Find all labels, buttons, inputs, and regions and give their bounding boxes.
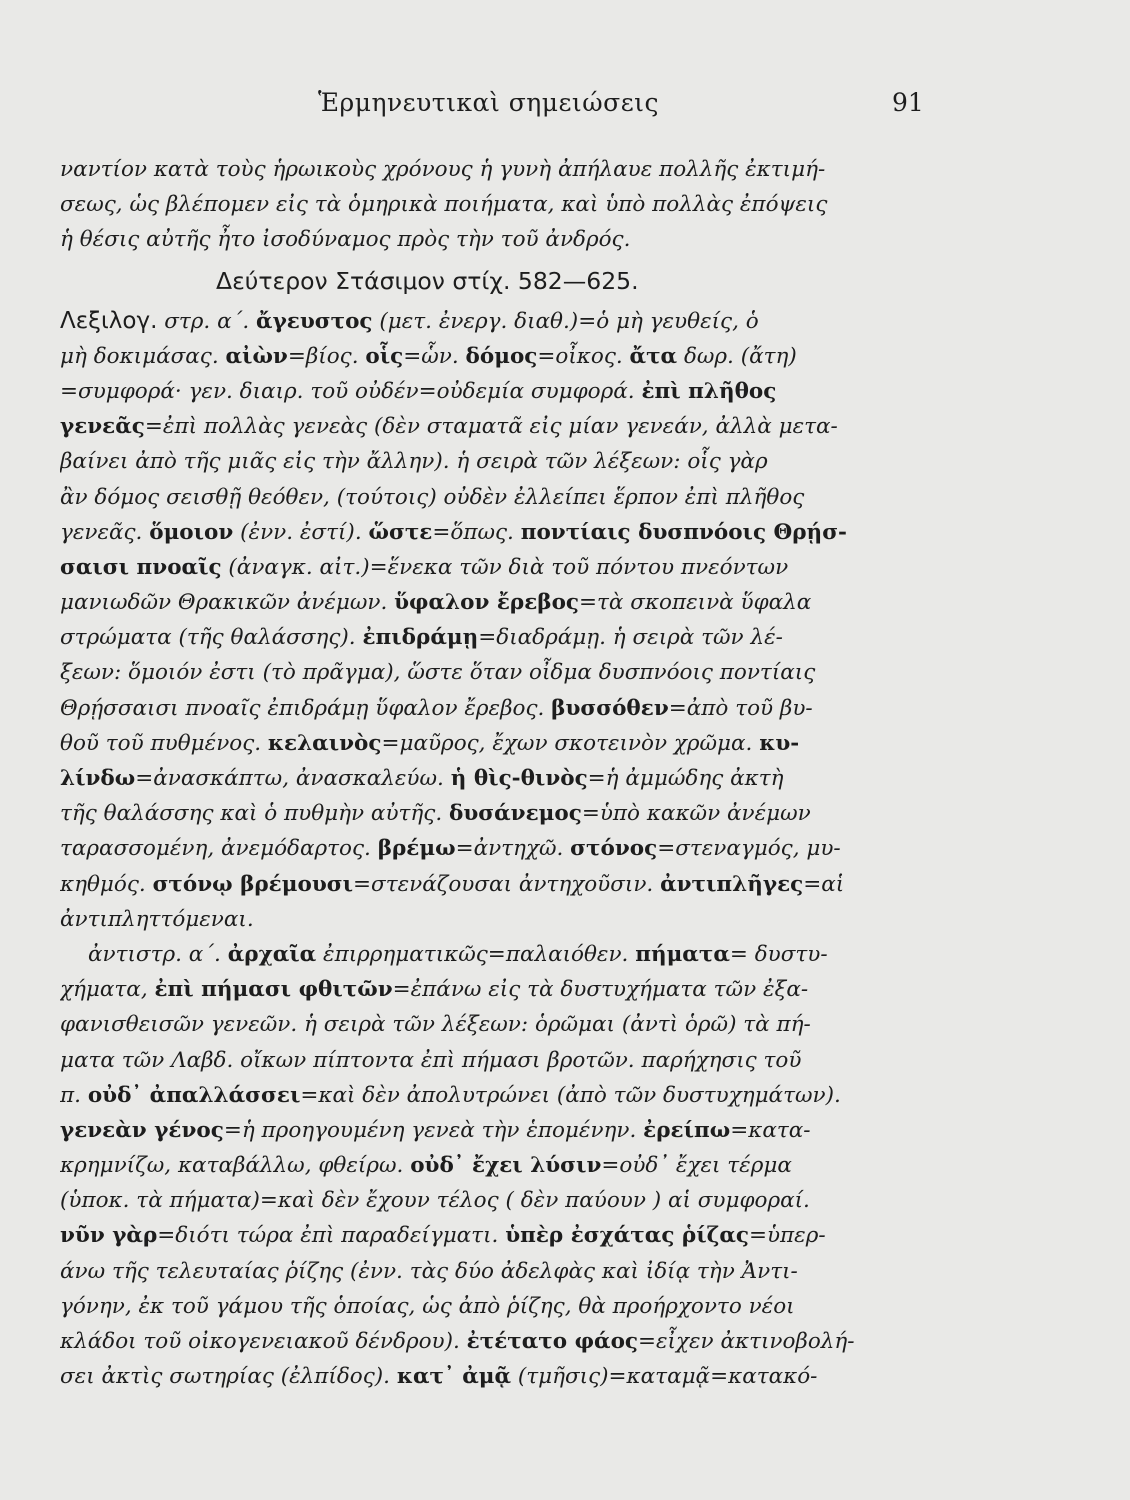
glossary-text-run: (ἀναγκ. αἰτ.)=ἕνεκα τῶν διὰ τοῦ πόντου πνεόντων [221,554,789,580]
glossary-line [60,1078,968,1113]
glossary-text-run: =τὰ σκοπεινὰ ὕφαλα [579,590,812,616]
glossary-text-run: π. [60,1082,88,1108]
glossary-text-run: ξεων: ὅμοιόν ἐστι (τὸ πρᾶγμα), ὥστε ὅταν οἶδμα δυσπνόοις ποντίαις [60,660,816,686]
glossary-line [60,480,968,515]
glossary-term: βυσσόθεν [551,695,669,721]
glossary-text-run: =αἱ [803,871,845,897]
glossary-line [60,1254,968,1289]
glossary-term: δόμος [465,343,538,369]
glossary-term: ἀρχαῖα [227,941,317,967]
glossary-text-run: βαίνει ἀπὸ τῆς μιᾶς εἰς τὴν ἄλλην). ἡ σειρὰ τῶν λέξεων: οἷς γὰρ [60,449,768,475]
glossary-line [60,691,968,726]
glossary-term: κυ- [759,730,800,756]
glossary-text-run: =συμφορά· γεν. διαιρ. τοῦ οὐδέν=οὐδεμία συμφορά. [60,378,642,404]
glossary-text-run: μὴ δοκιμάσας. [60,343,226,369]
glossary-text-run: θοῦ τοῦ πυθμένος. [60,730,268,756]
glossary-line [60,620,968,655]
glossary-term: βρέμω [377,836,456,862]
glossary-text-run: = δυστυ- [729,941,828,967]
glossary-line [60,1183,968,1218]
glossary-line [60,1043,968,1078]
glossary-term: ἐπὶ πήμασι φθιτῶν [154,977,393,1003]
glossary-text-run: γενεᾶς. [60,519,150,545]
glossary-text-run: =κατα- [730,1117,811,1143]
glossary-text-run: τῆς θαλάσσης καὶ ὁ πυθμὴν αὐτῆς. [60,801,450,827]
glossary-term: ἄτα [629,343,678,369]
page-body [60,152,968,1394]
intro-line: ἡ θέσις αὐτῆς ἦτο ἰσοδύναμος πρὸς τὴν τοῦ ἀνδρός. [60,227,631,253]
glossary-term: οὐδ᾽ ἀπαλλάσσει [87,1082,301,1108]
glossary-text-run: ματα τῶν Λαβδ. οἴκων πίπτοντα ἐπὶ πήμασι βροτῶν. παρήχησις τοῦ [60,1047,802,1073]
glossary-line [60,1218,968,1253]
glossary-term: αἰὼν [225,343,288,369]
glossary-text-run: ταρασσομένη, ἀνεμόδαρτος. [60,836,378,862]
glossary-line [60,550,968,585]
glossary-term: ἀντιπλῆγες [660,871,804,897]
glossary-text-run: =ἀνασκάπτω, ἀνασκαλεύω. [135,766,451,791]
glossary-line [60,972,968,1007]
section-heading: Δεύτερον Στάσιμον στίχ. 582—625. [216,266,639,295]
glossary-term: στόνος [570,836,658,862]
glossary-text-run: =οὐδ᾽ ἔχει τέρμα [601,1153,792,1179]
glossary-term: κελαινὸς [267,730,382,756]
glossary-text-run: =ἀπὸ τοῦ βυ- [668,695,813,721]
glossary-text-run: ἀντιπληττόμεναι. [60,906,254,932]
glossary-term: ἄγευστος [256,308,373,334]
glossary-text-run: φανισθεισῶν γενεῶν. ἡ σειρὰ τῶν λέξεων: ὁρῶμαι (ἀντὶ ὁρῶ) τὰ πή- [60,1012,811,1038]
glossary-line [60,1113,968,1148]
glossary-line [60,409,968,444]
glossary-line [60,1359,968,1394]
glossary-line [60,761,968,796]
glossary-text-run: γόνην, ἐκ τοῦ γάμου τῆς ὁποίας, ὡς ἀπὸ ῥίζης, θὰ προήρχοντο νέοι [60,1293,795,1319]
glossary-text-run: σει ἀκτὶς σωτηρίας (ἐλπίδος). [60,1364,397,1390]
glossary-line [60,444,968,479]
glossary-text-run: (ἐνν. ἐστί). [233,519,369,545]
glossary-text-run: =καὶ δὲν ἀπολυτρώνει (ἀπὸ τῶν δυστυχημάτων). [300,1082,841,1108]
glossary-line [60,515,968,550]
glossary-term: ὅμοιον [149,519,234,545]
glossary-term: οὐδ᾽ ἔχει λύσιν [410,1153,602,1179]
glossary-line [60,1289,968,1324]
glossary-text-run: ἂν δόμος σεισθῇ θεόθεν, (τούτοις) οὐδὲν ἐλλείπει ἕρπον ἐπὶ πλῆθος [60,484,805,510]
glossary-text-run: =στενάζουσαι ἀντηχοῦσιν. [353,871,661,897]
glossary-text-run: =ἐπάνω εἰς τὰ δυστυχήματα τῶν ἐξα- [392,977,809,1003]
glossary-line [60,796,968,831]
glossary-text-run: χήματα, [60,977,155,1003]
glossary-term: ἐπὶ πλῆθος [641,378,777,404]
glossary-text-run: =εἶχεν ἀκτινοβολή- [638,1329,855,1354]
glossary-term: στόνῳ βρέμουσι [152,871,353,897]
glossary-text-run: =ἡ προηγουμένη γενεὰ τὴν ἑπομένην. [223,1117,644,1143]
glossary-term: ἐπιδράμῃ [362,625,479,651]
glossary-text-run: =ὧν. [403,343,466,369]
glossary-text-run: =ἀντηχῶ. [455,836,571,862]
glossary-line [60,937,968,972]
glossary-text-run: μανιωδῶν Θρακικῶν ἀνέμων. [60,590,395,616]
running-title: Ἑρμηνευτικαὶ σημειώσεις [318,88,659,117]
glossary-term: οἷς [365,343,404,369]
glossary-text-run: (ὑποκ. τὰ πήματα)=καὶ δὲν ἔχουν τέλος ( δὲν παύουν ) αἱ συμφοραί. [60,1188,810,1214]
glossary-term: γενεᾶς [60,414,145,440]
glossary-line [60,831,968,866]
page-header [0,88,1130,128]
glossary-text-run: =μαῦρος, ἔχων σκοτεινὸν χρῶμα. [381,730,760,756]
glossary-line [60,304,968,339]
glossary-term: πήματα [635,941,730,967]
glossary-line [60,374,968,409]
glossary-term: λίνδω [60,766,136,791]
glossary-text-run: στρ. α΄. [157,308,257,334]
glossary-text-run: =ὑπὸ κακῶν ἀνέμων [581,801,811,827]
glossary-text-run: =ἐπὶ πολλὰς γενεὰς (δὲν σταματᾶ εἰς μίαν γενεάν, ἀλλὰ μετα- [144,414,838,440]
glossary-line [60,726,968,761]
glossary-term: γενεὰν γένος [60,1117,224,1143]
glossary-line [60,1324,968,1359]
glossary-text-run: =οἶκος. [537,343,630,369]
glossary-text-run: άνω τῆς τελευταίας ῥίζης (ἐνν. τὰς δύο ἀδελφὰς καὶ ἰδίᾳ τὴν Ἀντι- [60,1258,798,1284]
glossary-line [60,1148,968,1183]
glossary-line [60,1007,968,1042]
glossary-line [60,339,968,374]
glossary-text-run: =βίος. [287,343,366,369]
glossary-line [60,585,968,620]
page-number: 91 [892,88,924,117]
glossary-term: ὑπὲρ ἐσχάτας ῥίζας [505,1223,749,1249]
glossary-term: ἐρείπω [643,1117,731,1143]
glossary-term: ποντίαις δυσπνόοις Θρῄσ- [520,519,847,545]
glossary-term: ἡ θὶς-θινὸς [450,766,588,791]
glossary-term: νῦν γὰρ [60,1223,158,1249]
glossary-text-run: ἀντιστρ. α΄. [88,941,228,967]
glossary-term: δυσάνεμος [449,801,582,827]
glossary-text-run: =διαδράμῃ. ἡ σειρὰ τῶν λέ- [478,625,783,651]
glossary-term: κατ᾽ ἀμᾷ [396,1364,512,1390]
glossary-text-run: Θρῄσσαισι πνοαῖς ἐπιδράμῃ ὕφαλον ἔρεβος. [60,695,552,721]
intro-line: σεως, ὡς βλέπομεν εἰς τὰ ὁμηρικὰ ποιήματα, καὶ ὑπὸ πολλὰς ἐπόψεις [60,192,828,218]
glossary-text-run: στρώματα (τῆς θαλάσσης). [60,625,363,651]
glossary-text-run: δωρ. (ἄτη) [677,343,797,369]
glossary-text [60,304,968,1395]
glossary-term: ὕφαλον ἔρεβος [394,590,580,616]
glossary-text-run: (τμῆσις)=καταμᾷ=κατακό- [511,1364,818,1390]
glossary-text-run: =ἡ ἀμμώδης ἀκτὴ [587,766,784,791]
glossary-term: ὥστε [368,519,433,545]
glossary-lead: Λεξιλογ. [60,307,158,334]
glossary-text-run: ἐπιρρηματικῶς=παλαιόθεν. [316,941,636,967]
glossary-text-run: =ὑπερ- [748,1223,826,1249]
glossary-text-run: =διότι τώρα ἐπὶ παραδείγματι. [157,1223,506,1249]
glossary-text-run: =στεναγμός, μυ- [657,836,841,862]
intro-line: ναντίον κατὰ τοὺς ἡρωικοὺς χρόνους ἡ γυνὴ ἀπήλαυε πολλῆς ἐκτιμή- [60,157,826,182]
glossary-text-run: (μετ. ἐνεργ. διαθ.)=ὁ μὴ γευθείς, ὁ [372,308,759,334]
glossary-line [60,867,968,902]
glossary-line [60,655,968,690]
glossary-text-run: κλάδοι τοῦ οἰκογενειακοῦ δένδρου). [60,1329,467,1354]
glossary-term: ἐτέτατο φάος [466,1329,638,1354]
glossary-text-run: κηθμός. [60,871,153,897]
glossary-line [60,902,968,937]
glossary-text-run: =ὅπως. [432,519,521,545]
glossary-text-run: κρημνίζω, καταβάλλω, φθείρω. [60,1153,411,1179]
glossary-term: σαισι πνοαῖς [60,554,222,580]
